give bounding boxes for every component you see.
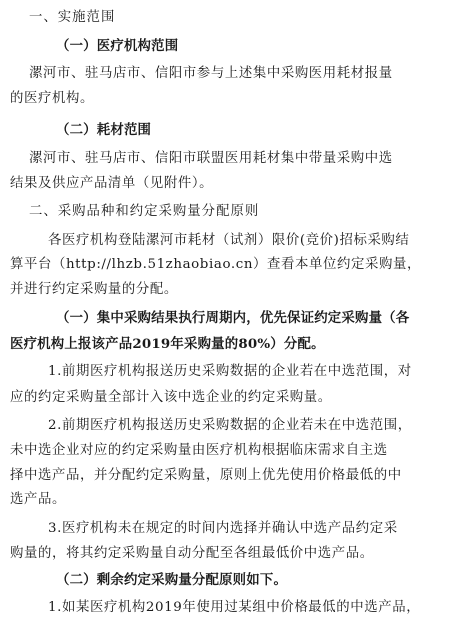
paragraph-line: 择中选产品，并分配约定采购量，原则上优先使用价格最低的中 (10, 468, 402, 483)
paragraph-line: 漯河市、驻马店市、信阳市参与上述集中采购医用耗材报量 (29, 66, 393, 81)
paragraph-line: 未中选企业对应的约定采购量由医疗机构根据临床需求自主选 (10, 443, 388, 458)
list-item-1: 1.如某医疗机构2019年使用过某组中价格最低的中选产品， (48, 600, 421, 615)
subheading-consumables-scope: （二）耗材范围 (56, 122, 152, 138)
list-item-3: 3.医疗机构未在规定的时间内选择并确认中选产品约定采 (48, 521, 398, 536)
paragraph-line: 购量的，将其约定采购量自动分配至各组最低价中选产品。 (10, 546, 374, 561)
paragraph-line: 选产品。 (10, 492, 66, 507)
list-item-1: 1.前期医疗机构报送历史采购数据的企业若在中选范围，对 (48, 364, 412, 379)
subheading-medical-institutions: （一）医疗机构范围 (56, 38, 179, 54)
subheading-priority-allocation-cont: 医疗机构上报该产品2019年采购量的80%）分配。 (10, 336, 325, 352)
paragraph-line: 算平台（http://lhzb.51zhaobiao.cn）查看本单位约定采购量， (10, 257, 421, 272)
paragraph-line: 的医疗机构。 (10, 91, 94, 106)
paragraph-line: 应的约定采购量全部计入该中选企业的约定采购量。 (10, 390, 332, 405)
subheading-priority-allocation: （一）集中采购结果执行周期内，优先保证约定采购量（各 (56, 310, 410, 326)
paragraph-line: 并进行约定采购量的分配。 (10, 282, 178, 297)
section-heading-allocation: 二、采购品种和约定采购量分配原则 (29, 204, 260, 219)
list-item-2: 2.前期医疗机构报送历史采购数据的企业若未在中选范围， (48, 418, 412, 433)
subheading-remaining-allocation: （二）剩余约定采购量分配原则如下。 (56, 572, 288, 588)
paragraph-line: 各医疗机构登陆漯河市耗材（试剂）限价(竞价)招标采购结 (48, 233, 410, 248)
section-heading-scope: 一、实施范围 (29, 10, 116, 25)
paragraph-line: 结果及供应产品清单（见附件）。 (10, 176, 214, 191)
paragraph-line: 漯河市、驻马店市、信阳市联盟医用耗材集中带量采购中选 (29, 151, 393, 166)
